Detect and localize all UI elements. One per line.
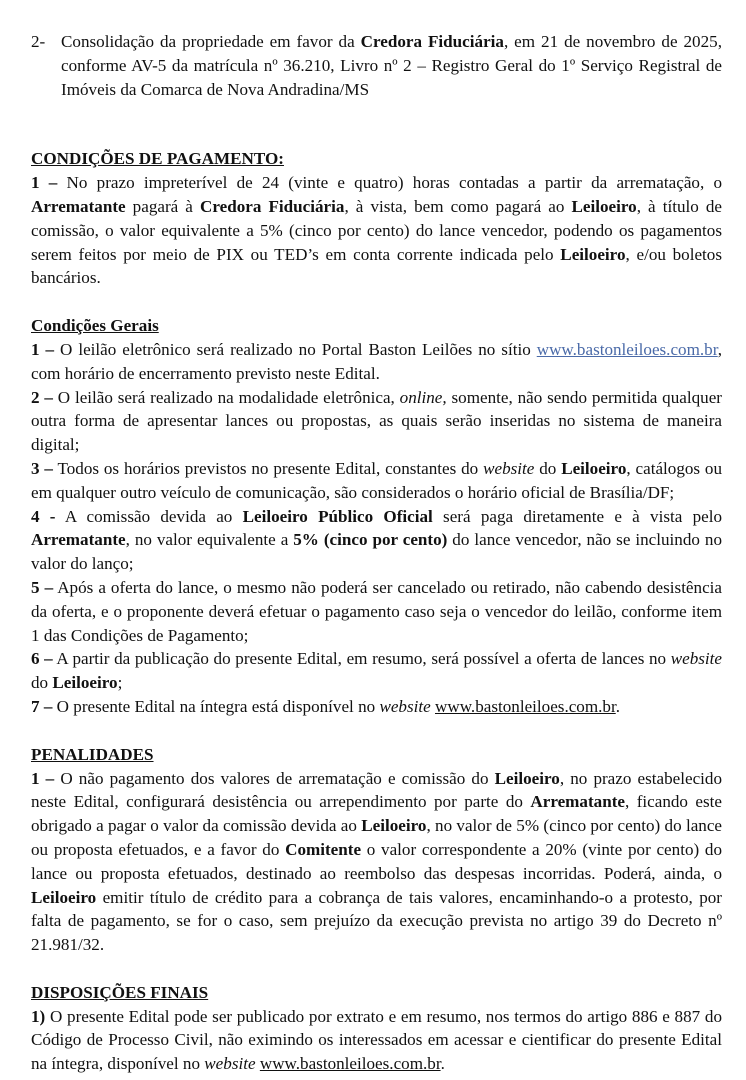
section-heading-finais: DISPOSIÇÕES FINAIS — [31, 982, 209, 1002]
text: Consolidação da propriedade em favor da — [61, 32, 361, 51]
text: O presente Edital na íntegra está disponível no — [52, 696, 380, 716]
text: O leilão eletrônico será realizado no Portal Baston Leilões no sítio — [54, 339, 537, 359]
list-text — [61, 30, 722, 101]
website-link[interactable]: www.bastonleiloes.com.br — [435, 696, 616, 716]
bold-text: Leiloeiro — [561, 458, 627, 478]
text: O leilão será realizado na modalidade eletrônica, — [52, 387, 400, 407]
bold-text: Credora Fiduciária — [199, 196, 345, 216]
text: O presente Edital pode ser publicado por extrato e em resumo, nos termos do artigo 886 e 887 do Código de Processo Civil, não eximindo os interessados em acessar e cientificar do presente Edital na íntegra, disponível no — [31, 1006, 722, 1074]
text: , à vista, bem como pagará ao — [344, 196, 572, 216]
italic-text: online, — [399, 387, 447, 407]
bold-text: 5% (cinco por cento) — [293, 530, 448, 550]
bold-text: Leiloeiro — [52, 673, 118, 693]
text: A comissão devida ao — [55, 506, 243, 526]
paragraph-gerais-5 — [31, 576, 722, 647]
italic-text: website — [204, 1054, 256, 1074]
section-heading-pagamento: CONDIÇÕES DE PAGAMENTO: — [31, 149, 284, 169]
text: do — [534, 458, 562, 478]
italic-text: website — [483, 458, 535, 478]
text: do lance vencedor, não se incluindo no valor do lanço; — [31, 530, 722, 574]
text: , com horário de encerramento previsto neste Edital. — [31, 339, 722, 383]
section-penalidades — [31, 743, 722, 957]
paragraph-penalidades-1 — [31, 767, 722, 957]
text: somente, não sendo permitida qualquer outra forma de apresentar lances ou propostas, as quais serão inseridas no sistema de maneira digital; — [31, 387, 722, 455]
list-item-2 — [31, 30, 722, 101]
italic-text: website — [670, 649, 722, 669]
bold-text: Arrematante — [530, 792, 625, 812]
item-number: 1) — [31, 1006, 46, 1026]
item-number: 3 – — [31, 458, 53, 478]
paragraph-pagamento-1 — [31, 171, 722, 290]
item-number: 1 – — [31, 339, 55, 359]
section-heading-gerais: Condições Gerais — [31, 316, 159, 336]
bold-text: Leiloeiro — [560, 244, 626, 264]
item-number: 5 – — [31, 577, 54, 597]
section-pagamento — [31, 147, 722, 290]
text: , catálogos ou em qualquer outro veículo de comunicação, são considerados o horário oficial de Brasília/DF; — [31, 458, 723, 502]
paragraph-finais-1 — [31, 1005, 722, 1076]
bold-text: Leiloeiro — [494, 768, 560, 788]
text: , em 21 de novembro de 2025, conforme AV-5 da matrícula nº 36.210, Livro nº 2 – Registro Geral do 1º Serviço Registral de Imóveis da Comarca de Nova Andradina/MS — [61, 32, 722, 99]
paragraph-gerais-6 — [31, 647, 722, 695]
item-number: 7 – — [31, 696, 53, 716]
text: , no prazo estabelecido neste Edital, configurará desistência ou arrependimento por parte do — [31, 768, 722, 812]
text: do — [31, 673, 53, 693]
text: , no valor equivalente a — [125, 530, 294, 550]
text: o valor correspondente a 20% (vinte por cento) do lance ou proposta efetuados, destinado ao reembolso das despesas incorridas. Poderá, ainda, o — [31, 839, 722, 883]
bold-text: Comitente — [285, 839, 362, 859]
item-number: 6 – — [31, 649, 53, 669]
text: emitir título de crédito para a cobrança de tais valores, encaminhando-o a protesto, por falta de pagamento, se for o caso, sem prejuízo da execução prevista no artigo 39 do Decreto nº 21.981/32. — [31, 887, 722, 955]
text: , ficando este obrigado a pagar o valor da comissão devida ao — [31, 792, 722, 836]
text: . — [440, 1054, 445, 1074]
text: A partir da publicação do presente Edital, em resumo, será possível a oferta de lances no — [52, 649, 671, 669]
paragraph-gerais-4 — [31, 505, 722, 576]
text: Todos os horários previstos no presente Edital, constantes do — [52, 458, 484, 478]
section-gerais — [31, 314, 722, 719]
paragraph-gerais-2 — [31, 386, 722, 457]
text: pagará à — [125, 196, 200, 216]
text: O não pagamento dos valores de arrematação e comissão do — [54, 768, 495, 788]
website-link[interactable]: www.bastonleiloes.com.br — [536, 339, 718, 359]
item-number: 4 - — [31, 506, 56, 526]
text: No prazo impreterível de 24 (vinte e quatro) horas contadas a partir da arrematação, o — [57, 173, 722, 193]
text: será paga diretamente e à vista pelo — [432, 506, 722, 526]
bold-text: Arrematante — [31, 530, 126, 550]
bold-text: Credora Fiduciária — [360, 32, 504, 51]
list-number: 2- — [31, 32, 46, 51]
bold-text: Leiloeiro — [361, 816, 427, 836]
section-heading-penalidades: PENALIDADES — [31, 744, 154, 764]
paragraph-gerais-7 — [31, 695, 722, 719]
website-link[interactable]: www.bastonleiloes.com.br — [259, 1054, 441, 1074]
paragraph-gerais-1 — [31, 338, 722, 386]
item-number: 2 – — [31, 387, 53, 407]
bold-text: Leiloeiro Público Oficial — [242, 506, 433, 526]
text: ; — [117, 673, 123, 693]
text: Após a oferta do lance, o mesmo não poderá ser cancelado ou retirado, não cabendo desistência da oferta, e o proponente deverá efetuar o pagamento caso seja o vencedor do leilão, conforme item 1 das Condições de Pagamento; — [31, 577, 722, 645]
bold-text: Leiloeiro — [31, 887, 97, 907]
italic-text: website — [379, 696, 431, 716]
paragraph-gerais-3 — [31, 457, 722, 505]
section-finais — [31, 981, 722, 1076]
item-number: 1 – — [31, 173, 58, 193]
text: . — [615, 696, 621, 716]
bold-text: Arrematante — [31, 196, 126, 216]
item-number: 1 – — [31, 768, 55, 788]
bold-text: Leiloeiro — [571, 196, 637, 216]
text: , no valor de 5% (cinco por cento) do lance ou proposta efetuados, e a favor do — [31, 816, 722, 859]
text: , e/ou boletos bancários. — [31, 244, 722, 288]
text: , à título de comissão, o valor equivalente a 5% (cinco por cento) do lance vencedor, podendo os pagamentos serem feitos por meio de PIX ou TED’s em conta corrente indicada pelo — [31, 196, 723, 264]
